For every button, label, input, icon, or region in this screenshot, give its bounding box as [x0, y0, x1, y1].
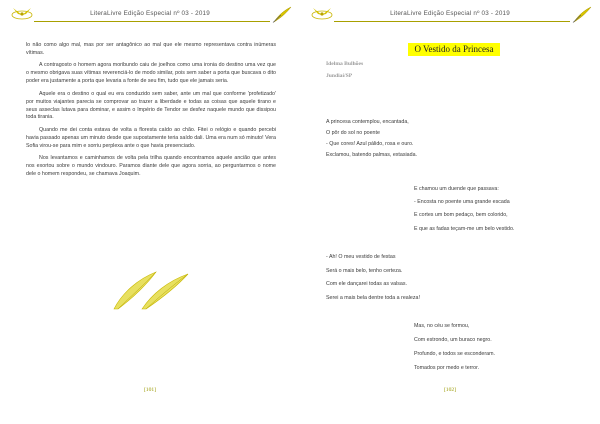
verse-line: Profundo, e todos se esconderam.	[414, 351, 495, 357]
page-number: [102]	[443, 387, 457, 393]
verse-line: E que as fadas teçam-me um belo vestido.	[414, 226, 515, 232]
verse-line: Tomados por medo e terror.	[414, 365, 480, 371]
page-header	[308, 5, 592, 25]
quill-pen-icon	[572, 6, 592, 23]
header-rule	[334, 21, 570, 22]
verse-line: Será o mais belo, tenho certeza.	[326, 268, 403, 274]
verse-line: - Que cores! Azul pálido, rosa e ouro.	[326, 141, 414, 147]
quill-pen-icon	[272, 6, 292, 23]
verse-line: E cortes um bom pedaço, bem colorido,	[414, 212, 508, 218]
page-number: [101]	[143, 387, 157, 393]
verse-line: - Encosta no poente uma grande escada	[414, 199, 510, 205]
verse-line: A princesa contemplou, encantada,	[326, 119, 409, 125]
poem-title: O Vestido da Princesa	[408, 43, 500, 56]
verse-line: Mas, no céu se formou,	[414, 323, 470, 329]
paragraph: Aquele era o destino o qual eu era conduzido sem saber, ante um mal que conforme 'profetizado' por muitos viajantes parecia se comprovar ao trazer a liberdade e todas as coisas que aquele tirano e seus asseclas lutava para dominar, e assim o Império de Tendor se desfez naquele mundo que dissipou toda tirania.	[26, 90, 276, 121]
verse-line: - Ah! O meu vestido de festas	[326, 254, 396, 260]
paragraph: lo não como algo mal, mas por ser antagônico ao mal que ele mesmo representava contra inúmeras vítimas.	[26, 42, 276, 56]
paragraph: A contragosto o homem agora moribundo caiu de joelhos como uma ironia do destino uma vez que o mesmo obrigava suas vítimas reverenciá-lo de modo similar, pois sem saber a porta que buscava o dito poder era justamente a porta que levaria a fonte de seu fim, tudo que ele jamais seria.	[26, 62, 276, 85]
paragraph: Nos levantamos e caminhamos de volta pela trilha quando encontramos aquele ancião que antes nos exortou sobre o mundo vindouro. Paramos diante dele que agora sorria, ao perguntarmos o nome dele o homem respondeu, se chamava Joaquim.	[26, 155, 276, 178]
golden-leaves-icon	[112, 269, 190, 311]
author-location: Jundiaí/SP	[326, 73, 353, 79]
chapter-text	[26, 42, 276, 184]
verse-line: Serei a mais bela dentre toda a realeza!	[326, 295, 420, 301]
verse-line: E chamou um duende que passava:	[414, 186, 499, 192]
verse-line: Com ele dançarei todas as valsas.	[326, 281, 407, 287]
header-title: LiteraLivre Edição Especial nº 03 - 2019	[90, 10, 210, 17]
verse-line: O pôr do sol no poente	[326, 130, 380, 136]
author-name: Idelma Bulhões	[326, 61, 364, 67]
header-rule	[34, 21, 270, 22]
paragraph: Quando me dei conta estava de volta a floresta caído ao chão. Fitei o relógio e quando percebi havia passado apenas um minuto desde que supostamente teria saído dali. Uma era num só minuto! Vera Sofia virou-se para mim e sorriu perplexa ante o que havia presenciado.	[26, 126, 276, 149]
verse-line: Exclamou, batendo palmas, extasiada.	[326, 152, 417, 158]
verse-line: Com estrondo, um buraco negro.	[414, 337, 492, 343]
page-header	[8, 5, 292, 25]
header-title: LiteraLivre Edição Especial nº 03 - 2019	[390, 10, 510, 17]
